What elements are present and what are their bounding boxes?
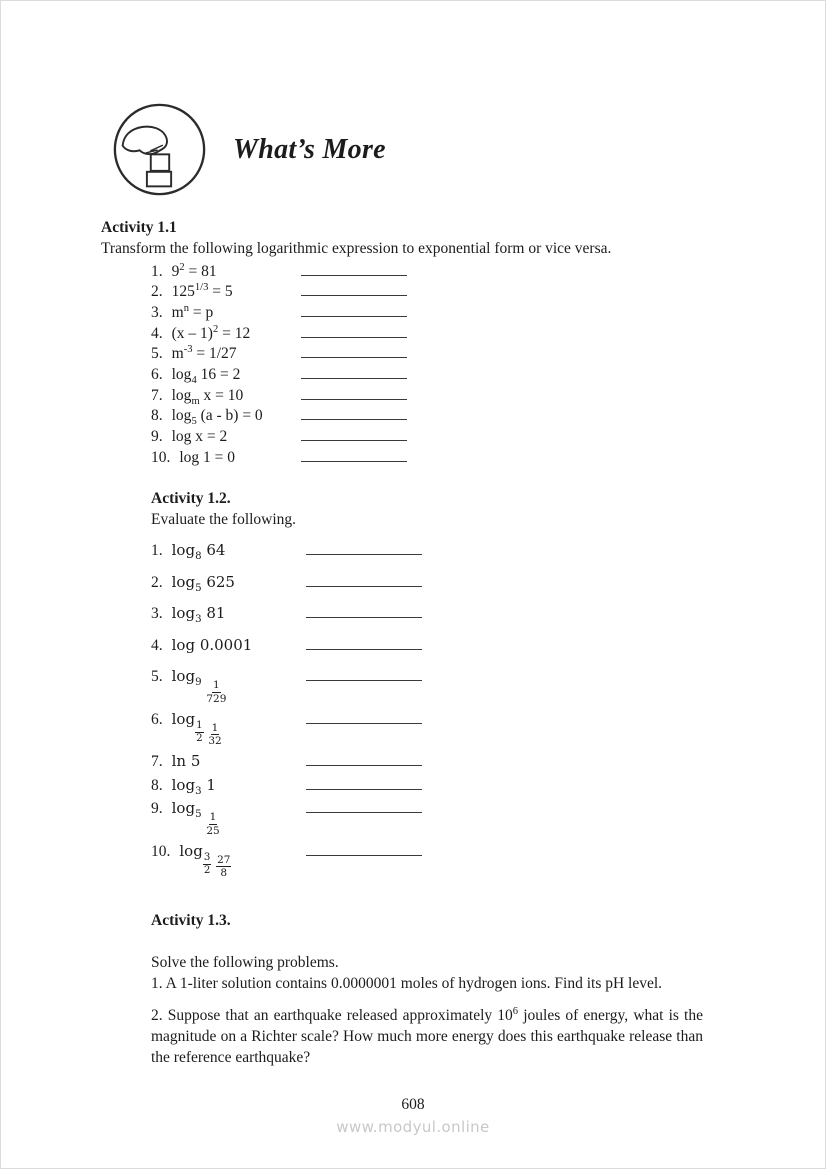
item-number: 2. (151, 283, 163, 301)
answer-blank (301, 342, 407, 359)
answer-blank (301, 383, 407, 400)
item-number: 8. (151, 776, 163, 794)
whats-more-header (111, 101, 825, 198)
item-expression: $\log_3 81$ (171, 604, 226, 626)
answer-blank (306, 570, 422, 587)
item-number: 10. (151, 448, 171, 466)
exercise-left (151, 365, 301, 387)
exercise-left (151, 449, 301, 467)
problem-1: 1. A 1-liter solution contains 0.0000001 moles of hydrogen ions. Find its pH level. (151, 974, 663, 992)
exercise-item (151, 300, 725, 321)
item-expression: (x – 1)$^2$ = 12 (171, 323, 251, 342)
item-number: 4. (151, 324, 163, 342)
item-expression: log 1 = 0 (179, 448, 236, 466)
exercise-item (151, 839, 725, 880)
exercise-item (151, 342, 725, 363)
answer-blank (306, 539, 422, 556)
item-expression: log x = 2 (171, 428, 228, 445)
problem-2: 2. Suppose that an earthquake released approximately $10^6$ joules of energy, what is the magnitude on a Richter scale? How much more energy does this earthquake release than the reference earthquake? (151, 1005, 703, 1066)
exercise-item (151, 259, 725, 280)
exercise-item (151, 321, 725, 342)
exercise-item (151, 602, 725, 624)
item-expression: $m^n = p$ (171, 302, 214, 321)
exercise-item (151, 362, 725, 387)
exercise-item (151, 707, 725, 748)
exercise-left (151, 541, 306, 563)
exercise-item (151, 570, 725, 592)
activity-1-1-section (101, 217, 725, 466)
item-number: 6. (151, 365, 163, 383)
answer-blank (306, 797, 422, 814)
exercise-left (151, 304, 301, 322)
item-expression: $\log_8 64$ (171, 541, 226, 563)
item-number: 9. (151, 428, 163, 445)
activity-1-2-section (151, 488, 725, 880)
answer-blank (301, 280, 407, 297)
item-number: 4. (151, 636, 163, 654)
exercise-item (151, 445, 725, 466)
exercise-item (151, 773, 725, 795)
item-number: 5. (151, 668, 163, 686)
activity-1-1-instruction: Transform the following logarithmic expression to exponential form or vice versa. (101, 240, 612, 257)
exercise-left (151, 776, 306, 795)
exercise-item (151, 665, 725, 706)
page-number: 608 (401, 1096, 425, 1113)
item-expression: log $_{\frac{1}{2}}$ $\frac{1}{32}$ (171, 709, 222, 748)
item-number: 5. (151, 345, 163, 363)
item-expression: ln 5 (171, 752, 201, 771)
exercise-item (151, 750, 725, 772)
item-number: 9. (151, 800, 163, 818)
item-expression: log 0.0001 (171, 635, 253, 654)
item-expression: $\log_m x = 10$ (171, 386, 244, 407)
activity-1-3-section (151, 910, 703, 1068)
exercise-item (151, 539, 725, 561)
answer-blank (301, 425, 407, 442)
item-expression: $9^2 = 81$ (171, 261, 217, 280)
item-expression: $\log_5$ $\frac{1}{25}$ (171, 799, 220, 837)
answer-blank (306, 773, 422, 790)
exercise-left (151, 387, 301, 405)
activity-1-3-title: Activity 1.3. (151, 911, 231, 929)
exercise-left (151, 428, 301, 446)
item-number: 10. (151, 842, 171, 860)
activity-1-2-instruction: Evaluate the following. (151, 510, 297, 528)
exercise-left (151, 604, 306, 626)
item-number: 7. (151, 386, 163, 404)
answer-blank (301, 300, 407, 317)
exercise-item (151, 383, 725, 407)
exercise-left (151, 710, 306, 748)
answer-blank (301, 445, 407, 462)
answer-blank (301, 259, 407, 276)
exercise-item (151, 425, 725, 446)
page-title: What’s More (233, 133, 386, 165)
answer-blank (301, 404, 407, 421)
exercise-left (151, 283, 301, 301)
answer-blank (306, 602, 422, 619)
answer-blank (306, 665, 422, 682)
item-expression: $\log_5 625$ (171, 572, 235, 594)
answer-blank (306, 633, 422, 650)
item-expression: log $_{\frac{3}{2}}$ $\frac{27}{8}$ (179, 841, 231, 880)
activity-1-1-list (151, 259, 725, 466)
exercise-left (151, 325, 301, 343)
item-number: 8. (151, 407, 163, 425)
item-number: 1. (151, 542, 163, 560)
exercise-item (151, 797, 725, 838)
answer-blank (301, 362, 407, 379)
answer-blank (306, 707, 422, 724)
exercise-left (151, 667, 306, 705)
item-expression: $\log_5 (a - b) = 0$ (171, 407, 263, 428)
exercise-left (151, 752, 306, 771)
exercise-left (151, 636, 306, 655)
activity-1-2-title: Activity 1.2. (151, 489, 231, 507)
exercise-left (151, 407, 301, 428)
hand-stacking-blocks-icon (111, 101, 208, 198)
item-number: 7. (151, 753, 163, 771)
item-number: 6. (151, 710, 163, 728)
item-expression: $m^{-3} = 1/27$ (171, 344, 237, 363)
item-expression: $\log_3 1$ (171, 775, 216, 797)
exercise-item (151, 633, 725, 655)
answer-blank (306, 839, 422, 856)
activity-1-3-instruction: Solve the following problems. (151, 953, 339, 971)
watermark: www.modyul.online (336, 1118, 490, 1136)
answer-blank (306, 750, 422, 767)
activity-1-2-list (151, 539, 725, 880)
item-expression: $\log_9$ $\frac{1}{729}$ (171, 667, 227, 705)
item-expression: $125^{1/3} = 5$ (171, 282, 233, 301)
exercise-left (151, 842, 306, 880)
item-number: 3. (151, 605, 163, 623)
item-number: 1. (151, 262, 163, 280)
exercise-left (151, 799, 306, 837)
item-expression: $\log_4 16 = 2$ (171, 365, 241, 387)
exercise-left (151, 263, 301, 281)
item-number: 2. (151, 573, 163, 591)
exercise-item (151, 280, 725, 301)
exercise-left (151, 345, 301, 363)
item-number: 3. (151, 303, 163, 321)
answer-blank (301, 321, 407, 338)
activity-1-1-title: Activity 1.1 (101, 219, 177, 236)
exercise-left (151, 573, 306, 592)
exercise-item (151, 404, 725, 428)
